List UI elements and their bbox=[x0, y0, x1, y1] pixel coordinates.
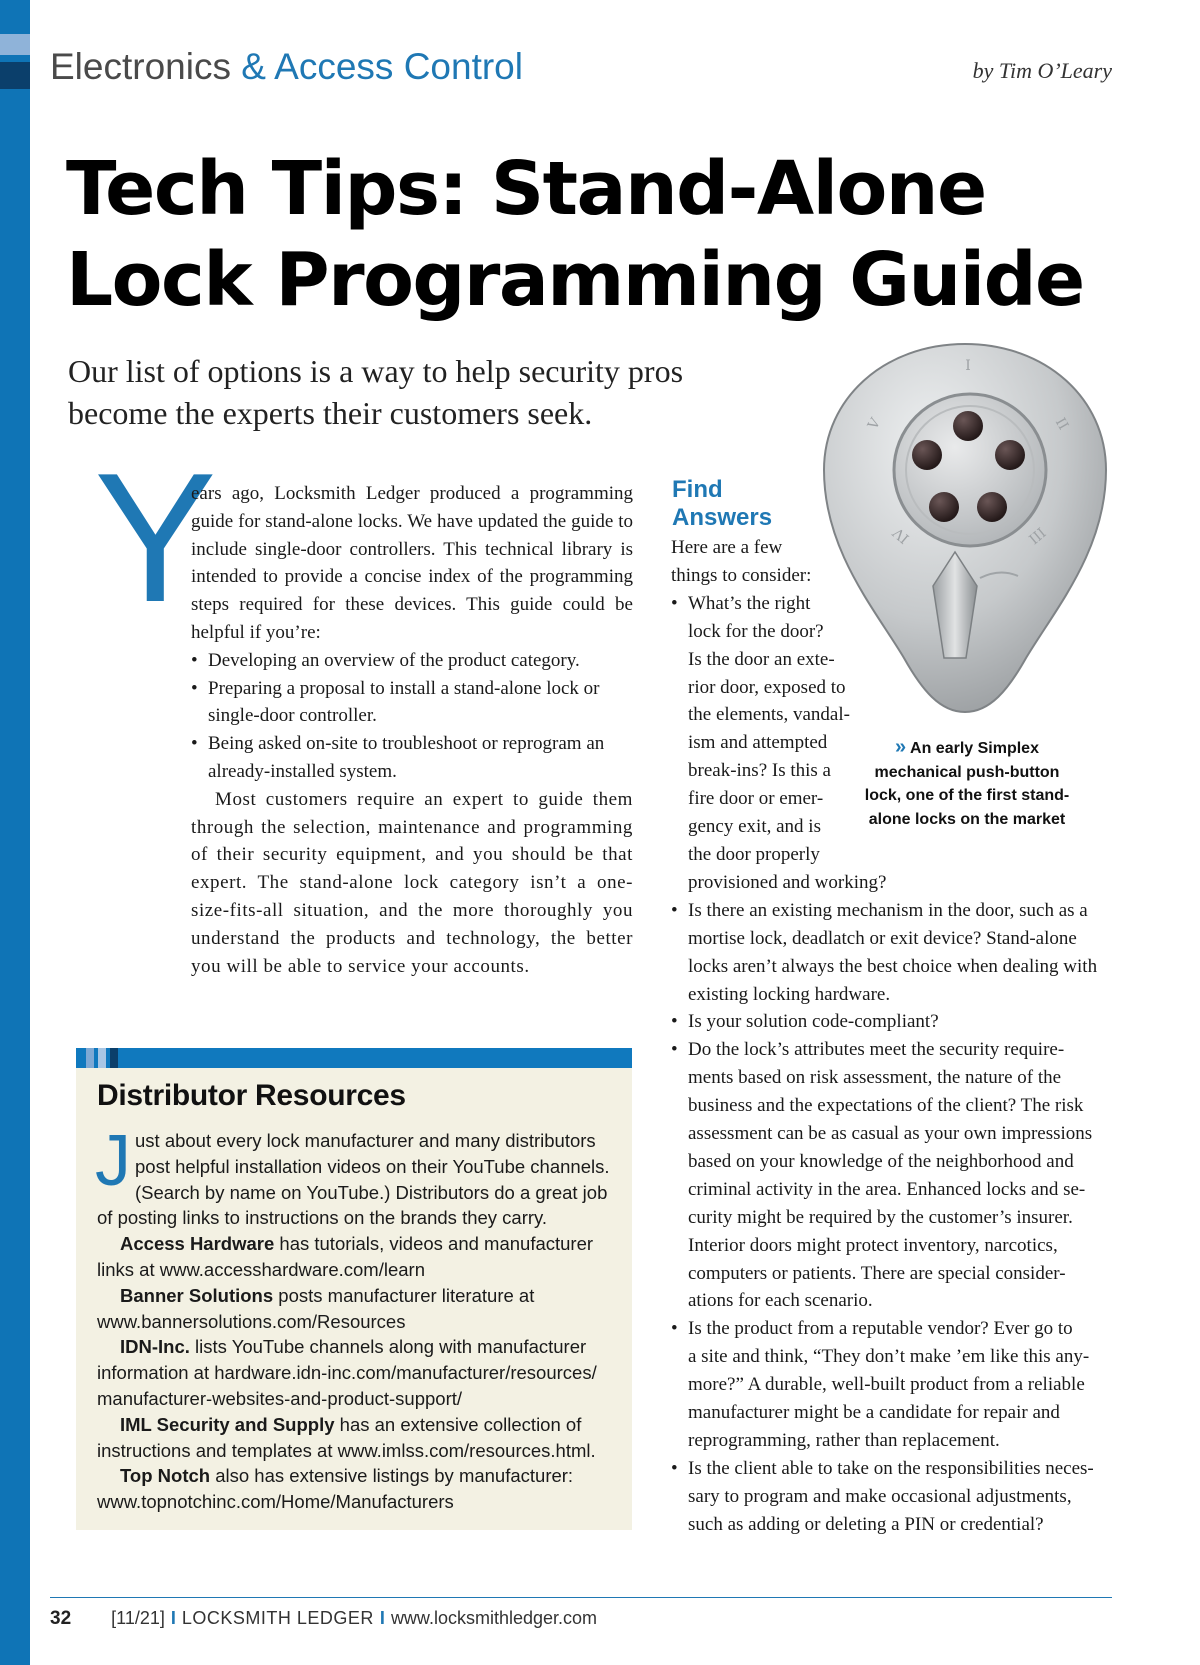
footer-rule bbox=[50, 1597, 1112, 1598]
drop-cap: Y bbox=[94, 434, 217, 640]
distributor-resources-box bbox=[76, 1068, 632, 1530]
consider-line: Is the door an exte- bbox=[688, 648, 835, 670]
distributor-text: has an extensive collection of instructions and templates at www.imlss.com/resources.html. bbox=[97, 1413, 596, 1461]
distributor-name: Access Hardware bbox=[120, 1233, 275, 1255]
consider-line: a site and think, “They don’t make ’em like this any- bbox=[688, 1346, 1090, 1368]
article-subtitle bbox=[68, 350, 768, 434]
dial-numeral-2: II bbox=[1051, 415, 1072, 433]
consider-line: curity might be required by the customer’s insurer. bbox=[688, 1206, 1073, 1228]
consider-line: the elements, vandal- bbox=[688, 704, 850, 726]
find-heading-line-1: Find bbox=[672, 476, 723, 503]
sidebar-body bbox=[95, 1121, 612, 1515]
dial-numeral-3: III bbox=[1025, 523, 1049, 547]
sidebar-drop-cap: J bbox=[95, 1121, 131, 1201]
find-answers-heading bbox=[672, 476, 772, 532]
consider-line: ations for each scenario. bbox=[688, 1290, 873, 1312]
intro-bullet: • Being asked on-site to troubleshoot or reprogram an already-installed system. bbox=[191, 730, 633, 786]
consider-line: manufacturer might be a candidate for repair and bbox=[688, 1402, 1060, 1424]
consider-bullet: • Is the client able to take on the responsibilities neces- bbox=[671, 1455, 1097, 1483]
find-answers-column bbox=[671, 534, 1097, 1539]
distributor-text: posts manufacturer literature at www.bannersolutions.com/Resources bbox=[97, 1284, 535, 1332]
intro-paragraph: ears ago, Locksmith Ledger produced a programming guide for stand-alone locks. We have updated the guide to include single-door controllers. This technical library is intended to provide a concise index of the programming steps required for these devices. This guide could be helpful if you’re: bbox=[191, 483, 633, 643]
section-name-accent: & Access Control bbox=[241, 46, 523, 87]
footer-separator: I bbox=[379, 1608, 385, 1628]
intro-bullet-list bbox=[191, 647, 633, 786]
magazine-name: LOCKSMITH LEDGER bbox=[181, 1608, 374, 1628]
caption-line: mechanical push-button bbox=[874, 763, 1060, 781]
strip-accent-dark bbox=[0, 62, 30, 89]
consider-line: lock for the door? bbox=[688, 620, 824, 642]
title-line-1: Tech Tips: Stand-Alone bbox=[66, 146, 986, 232]
distributor-entry bbox=[97, 1231, 612, 1283]
caption-line: alone locks on the market bbox=[868, 810, 1066, 828]
distributor-name: Top Notch bbox=[120, 1465, 211, 1487]
consider-line: locks aren’t always the best choice when dealing with bbox=[688, 955, 1098, 977]
consider-line: the door properly bbox=[688, 843, 820, 865]
bar-square bbox=[86, 1048, 94, 1068]
intro-column bbox=[191, 480, 633, 980]
consider-line: Interior doors might protect inventory, narcotics, bbox=[688, 1234, 1058, 1256]
footer-separator: I bbox=[170, 1608, 176, 1628]
title-line-2: Lock Programming Guide bbox=[66, 237, 1084, 323]
consider-line: criminal activity in the area. Enhanced locks and se- bbox=[688, 1178, 1086, 1200]
consider-line: based on your knowledge of the neighborhood and bbox=[688, 1150, 1074, 1172]
article-title bbox=[66, 144, 1166, 326]
find-heading-line-2: Answers bbox=[672, 504, 773, 531]
consider-line: ism and attempted bbox=[688, 732, 828, 754]
button-4 bbox=[929, 492, 959, 522]
consider-line: provisioned and working? bbox=[688, 871, 887, 893]
distributor-entry bbox=[97, 1463, 612, 1515]
consider-line: break-ins? Is this a bbox=[688, 760, 831, 782]
caption-line: An early Simplex bbox=[910, 740, 1039, 757]
distributor-entry bbox=[97, 1412, 612, 1464]
distributor-text: also has extensive listings by manufacturer: www.topnotchinc.com/Home/Manufacturers bbox=[97, 1465, 574, 1513]
consider-bullet: • Do the lock’s attributes meet the security require- bbox=[671, 1036, 1097, 1064]
side-color-strip bbox=[0, 0, 30, 1665]
section-header bbox=[50, 44, 523, 90]
consider-bullet: • What’s the right bbox=[671, 590, 1097, 618]
consider-line: gency exit, and is bbox=[688, 816, 821, 838]
distributor-name: Banner Solutions bbox=[120, 1284, 274, 1306]
distributor-text: has tutorials, videos and manufacturer links at www.accesshardware.com/learn bbox=[97, 1233, 594, 1280]
intro-paragraph-2: Most customers require an expert to guide them through the selection, maintenance and programming of their security equipment, and you should be that expert. The stand-alone lock category isn’t a one-size-fits-all situation, and the more thoroughly you understand the products and technology, the better you will be able to service your accounts. bbox=[191, 788, 633, 977]
distributor-name: IML Security and Supply bbox=[120, 1413, 335, 1435]
sidebar-heading: Distributor Resources bbox=[97, 1079, 406, 1112]
consider-line: ments based on risk assessment, the nature of the bbox=[688, 1067, 1062, 1089]
button-2 bbox=[995, 440, 1025, 470]
consider-line: mortise lock, deadlatch or exit device? Stand-alone bbox=[688, 927, 1077, 949]
subtitle-line-1: Our list of options is a way to help security pros bbox=[68, 353, 684, 389]
consider-bullet: • Is there an existing mechanism in the door, such as a bbox=[671, 897, 1097, 925]
consider-line: assessment can be as casual as your own impressions bbox=[688, 1123, 1093, 1145]
consider-line: business and the expectations of the client? The risk bbox=[688, 1095, 1084, 1117]
byline: by Tim O’Leary bbox=[972, 58, 1112, 83]
strip-accent-light bbox=[0, 34, 30, 55]
sidebar-intro bbox=[95, 1121, 612, 1231]
sidebar-intro-text: ust about every lock manufacturer and many distributors post helpful installation videos on their YouTube channels. (Search by name on YouTube.) Distributors do a great job of posting links to instructions on the brands they carry. bbox=[97, 1130, 610, 1229]
consider-bullet: • Is your solution code-compliant? bbox=[671, 1008, 1097, 1036]
button-1 bbox=[953, 411, 983, 441]
consider-line: Here are a few bbox=[671, 537, 783, 558]
distributor-name: IDN-Inc. bbox=[120, 1336, 190, 1358]
chevron-right-icon: » bbox=[895, 736, 907, 758]
consider-line: more?” A durable, well-built product from a reliable bbox=[688, 1374, 1085, 1396]
consider-line: things to consider: bbox=[671, 564, 812, 586]
consider-line: such as adding or deleting a PIN or credential? bbox=[688, 1513, 1044, 1535]
consider-line: sary to program and make occasional adjustments, bbox=[688, 1485, 1072, 1507]
consider-line: rior door, exposed to bbox=[688, 676, 846, 698]
distributor-text: lists YouTube channels along with manufacturer information at hardware.idn-inc.com/manufacturer/resources/ manufacturer-websites-and-product-support/ bbox=[97, 1336, 597, 1409]
bar-square bbox=[98, 1048, 106, 1068]
page-number: 32 bbox=[50, 1608, 72, 1629]
sidebar-top-bar bbox=[76, 1048, 632, 1068]
button-5 bbox=[912, 440, 942, 470]
button-3 bbox=[977, 492, 1007, 522]
caption-line: lock, one of the first stand- bbox=[864, 787, 1070, 804]
dial-numeral-4: IV bbox=[890, 523, 913, 547]
consider-bullet: • Is the product from a reputable vendor? Ever go to bbox=[671, 1315, 1097, 1343]
section-name: Electronics bbox=[50, 46, 231, 87]
intro-bullet: • Preparing a proposal to install a stand-alone lock or single-door controller. bbox=[191, 675, 633, 731]
subtitle-line-2: become the experts their customers seek. bbox=[68, 395, 593, 431]
image-caption bbox=[862, 736, 1072, 831]
dial-numeral-5: V bbox=[865, 415, 884, 433]
distributor-entry bbox=[97, 1283, 612, 1335]
issue-date: [11/21] bbox=[111, 1608, 165, 1628]
website-link[interactable]: www.locksmithledger.com bbox=[390, 1608, 598, 1628]
consider-line: existing locking hardware. bbox=[688, 983, 891, 1005]
consider-line: reprogramming, rather than replacement. bbox=[688, 1430, 1000, 1451]
consider-line: fire door or emer- bbox=[688, 788, 824, 810]
dial-numeral-1: I bbox=[965, 358, 971, 374]
page-footer bbox=[50, 1604, 597, 1633]
bar-square bbox=[110, 1048, 118, 1068]
distributor-entry bbox=[97, 1334, 612, 1411]
consider-line: computers or patients. There are special consider- bbox=[688, 1262, 1066, 1284]
intro-bullet: • Developing an overview of the product category. bbox=[191, 647, 633, 675]
